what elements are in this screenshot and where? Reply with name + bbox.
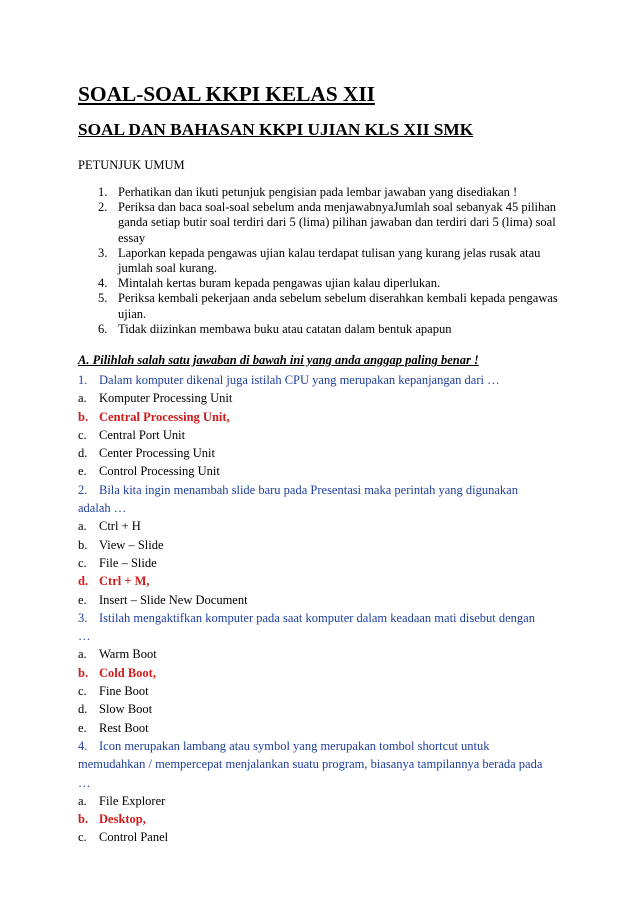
option-label: c. bbox=[78, 684, 87, 699]
question-text-cont: memudahkan / mempercepat menjalankan suatu program, biasanya tampilannya berada pada bbox=[78, 757, 543, 772]
question-4 bbox=[78, 737, 563, 755]
instruction-item bbox=[98, 291, 560, 321]
option-label: c. bbox=[78, 830, 87, 845]
option-text: Central Processing Unit, bbox=[99, 409, 230, 424]
option-item bbox=[78, 389, 563, 407]
option-text: Ctrl + H bbox=[99, 519, 141, 534]
option-item bbox=[78, 792, 563, 810]
option-item bbox=[78, 536, 563, 554]
option-item-correct bbox=[78, 810, 563, 828]
instruction-text: Perhatikan dan ikuti petunjuk pengisian pada lembar jawaban yang disediakan ! bbox=[118, 185, 518, 199]
option-item bbox=[78, 554, 563, 572]
option-label: e. bbox=[78, 592, 87, 607]
instructions-heading: PETUNJUK UMUM bbox=[78, 158, 185, 172]
option-label: a. bbox=[78, 647, 87, 662]
question-text: Bila kita ingin menambah slide baru pada Presentasi maka perintah yang digunakan bbox=[99, 482, 518, 497]
instruction-item bbox=[98, 185, 560, 200]
instruction-number: 6. bbox=[98, 321, 108, 336]
option-label: d. bbox=[78, 574, 89, 589]
option-text: Central Port Unit bbox=[99, 427, 186, 442]
instruction-text: Laporkan kepada pengawas ujian kalau terdapat tulisan yang kurang jelas rusak atau jumlah soal kurang. bbox=[118, 245, 541, 276]
option-item bbox=[78, 426, 563, 444]
option-label: a. bbox=[78, 519, 87, 534]
option-label: a. bbox=[78, 793, 87, 808]
option-item bbox=[78, 828, 563, 846]
option-text: Fine Boot bbox=[99, 684, 149, 699]
question-text: Dalam komputer dikenal juga istilah CPU yang merupakan kepanjangan dari … bbox=[99, 373, 500, 387]
option-text: Komputer Processing Unit bbox=[99, 391, 233, 406]
question-number: 4. bbox=[78, 738, 88, 753]
question-text-cont: adalah … bbox=[78, 501, 127, 516]
option-text: Warm Boot bbox=[99, 647, 157, 662]
question-3-continued bbox=[78, 627, 563, 645]
question-2-continued bbox=[78, 499, 563, 517]
option-text: Control Processing Unit bbox=[99, 464, 220, 479]
question-list bbox=[78, 371, 563, 847]
option-text: File – Slide bbox=[99, 555, 157, 570]
instruction-item bbox=[98, 200, 560, 246]
option-label: b. bbox=[78, 665, 89, 680]
option-label: e. bbox=[78, 720, 87, 735]
instruction-number: 4. bbox=[98, 276, 108, 291]
document-subtitle: SOAL DAN BAHASAN KKPI UJIAN KLS XII SMK bbox=[78, 120, 474, 139]
question-number: 1. bbox=[78, 373, 88, 387]
option-item bbox=[78, 719, 563, 737]
option-text: Insert – Slide New Document bbox=[99, 592, 248, 607]
question-4-continued-2 bbox=[78, 774, 563, 792]
document-title: SOAL-SOAL KKPI KELAS XII bbox=[78, 82, 375, 106]
instruction-text: Periksa kembali pekerjaan anda sebelum sebelum diserahkan kembali kepada pengawas ujian. bbox=[118, 291, 558, 321]
question-4-continued bbox=[78, 755, 563, 773]
question-number: 3. bbox=[78, 610, 88, 625]
instruction-item bbox=[98, 246, 560, 276]
question-text-cont: … bbox=[78, 629, 91, 644]
option-item bbox=[78, 682, 563, 700]
option-text: File Explorer bbox=[99, 793, 166, 808]
instruction-text: Periksa dan baca soal-soal sebelum anda menjawabnyaJumlah soal sebanyak 45 pilihan ganda setiap butir soal terdiri dari 5 (lima) pilihan jawaban dan terdiri dari 5 (lima) soal essay bbox=[118, 200, 557, 245]
instruction-item bbox=[98, 276, 560, 291]
instruction-text: Mintalah kertas buram kepada pengawas ujian kalau diperlukan. bbox=[118, 276, 441, 291]
option-label: b. bbox=[78, 812, 89, 827]
option-text: Slow Boot bbox=[99, 702, 153, 717]
instruction-text: Tidak diizinkan membawa buku atau catatan dalam bentuk apapun bbox=[118, 321, 452, 336]
option-item bbox=[78, 517, 563, 535]
section-a-heading: A. Pilihlah salah satu jawaban di bawah ini yang anda anggap paling benar ! bbox=[78, 353, 479, 367]
option-item bbox=[78, 462, 563, 480]
question-2 bbox=[78, 481, 563, 499]
question-text: Istilah mengaktifkan komputer pada saat komputer dalam keadaan mati disebut dengan bbox=[99, 610, 535, 625]
option-text: Control Panel bbox=[99, 830, 169, 845]
question-number: 2. bbox=[78, 482, 88, 497]
option-label: b. bbox=[78, 409, 89, 424]
option-label: e. bbox=[78, 464, 87, 479]
instruction-number: 2. bbox=[98, 200, 108, 215]
option-label: b. bbox=[78, 537, 88, 552]
question-text-cont: … bbox=[78, 775, 91, 790]
instructions-list bbox=[98, 185, 560, 337]
instruction-number: 5. bbox=[98, 291, 108, 306]
option-text: Cold Boot, bbox=[99, 665, 156, 680]
option-text: View – Slide bbox=[99, 537, 164, 552]
option-text: Desktop, bbox=[99, 812, 146, 827]
option-text: Center Processing Unit bbox=[99, 446, 215, 461]
option-item-correct bbox=[78, 572, 563, 590]
instruction-number: 3. bbox=[98, 245, 108, 260]
option-label: c. bbox=[78, 427, 87, 442]
question-3 bbox=[78, 609, 563, 627]
option-label: d. bbox=[78, 446, 88, 461]
option-item bbox=[78, 591, 563, 609]
instruction-number: 1. bbox=[98, 185, 108, 199]
option-item-correct bbox=[78, 408, 563, 426]
option-label: a. bbox=[78, 391, 87, 406]
option-label: c. bbox=[78, 555, 87, 570]
option-item bbox=[78, 645, 563, 663]
option-item-correct bbox=[78, 664, 563, 682]
question-text: Icon merupakan lambang atau symbol yang merupakan tombol shortcut untuk bbox=[99, 738, 490, 753]
question-1 bbox=[78, 371, 563, 389]
option-item bbox=[78, 700, 563, 718]
instruction-item bbox=[98, 322, 560, 337]
option-text: Rest Boot bbox=[99, 720, 149, 735]
option-label: d. bbox=[78, 702, 88, 717]
option-text: Ctrl + M, bbox=[99, 574, 150, 589]
option-item bbox=[78, 444, 563, 462]
